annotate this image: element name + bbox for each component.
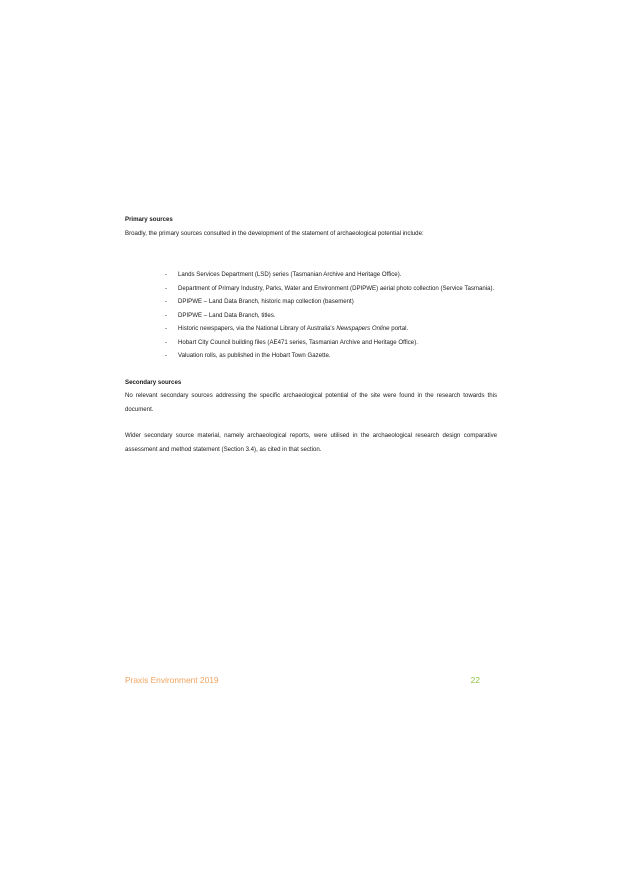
list-item-text: Hobart City Council building files (AE471 series, Tasmanian Archive and Heritage Office). <box>178 338 418 346</box>
primary-sources-heading: Primary sources <box>125 216 173 223</box>
list-item-text: Lands Services Department (LSD) series (Tasmanian Archive and Heritage Office). <box>178 271 402 278</box>
list-item <box>125 322 497 336</box>
list-item <box>125 295 497 309</box>
list-item-text: DPIPWE – Land Data Branch, titles. <box>178 311 276 319</box>
list-item <box>125 349 497 363</box>
bullet-dash: - <box>165 284 168 292</box>
secondary-sources-paragraph: No relevant secondary sources addressing the specific archaeological potential of the site were found in the research towards this document. <box>125 392 497 413</box>
secondary-sources-paragraph-2: Wider secondary source material, namely archaeological reports, were utilised in the archaeological research design comparative assessment and method statement (Section 3.4), as cited in that section. <box>125 432 497 453</box>
page-number: 22 <box>470 675 480 685</box>
list-item <box>125 309 497 323</box>
page-footer <box>125 674 480 686</box>
footer-org-text: Praxis Environment 2019 <box>125 675 219 685</box>
list-item-text: Valuation rolls, as published in the Hobart Town Gazette. <box>178 352 331 359</box>
spacer <box>125 254 497 268</box>
list-item-italic: Newspapers Online <box>336 325 390 332</box>
list-item <box>125 282 497 296</box>
primary-sources-intro: Broadly, the primary sources consulted in the development of the statement of archaeological potential include: <box>125 229 424 237</box>
list-item-text: DPIPWE – Land Data Branch, historic map collection (basement) <box>178 298 354 305</box>
bullet-dash: - <box>165 298 168 305</box>
spacer <box>125 416 497 429</box>
list-item <box>125 336 497 350</box>
page-body <box>125 213 497 456</box>
spacer <box>125 240 497 254</box>
list-item-text: Historic newspapers, via the National Library of Australia's <box>178 325 337 332</box>
primary-sources-list <box>125 268 497 363</box>
bullet-dash: - <box>165 352 168 359</box>
bullet-dash: - <box>165 338 168 346</box>
list-item-suffix: portal. <box>389 325 409 332</box>
bullet-dash: - <box>165 325 168 332</box>
spacer <box>125 363 497 376</box>
bullet-dash: - <box>165 271 168 278</box>
secondary-sources-heading: Secondary sources <box>125 378 182 386</box>
list-item <box>125 268 497 282</box>
list-item-text: Department of Primary Industry, Parks, Water and Environment (DPIPWE) aerial photo collection (Service Tasmania). <box>178 284 495 292</box>
bullet-dash: - <box>165 311 168 319</box>
